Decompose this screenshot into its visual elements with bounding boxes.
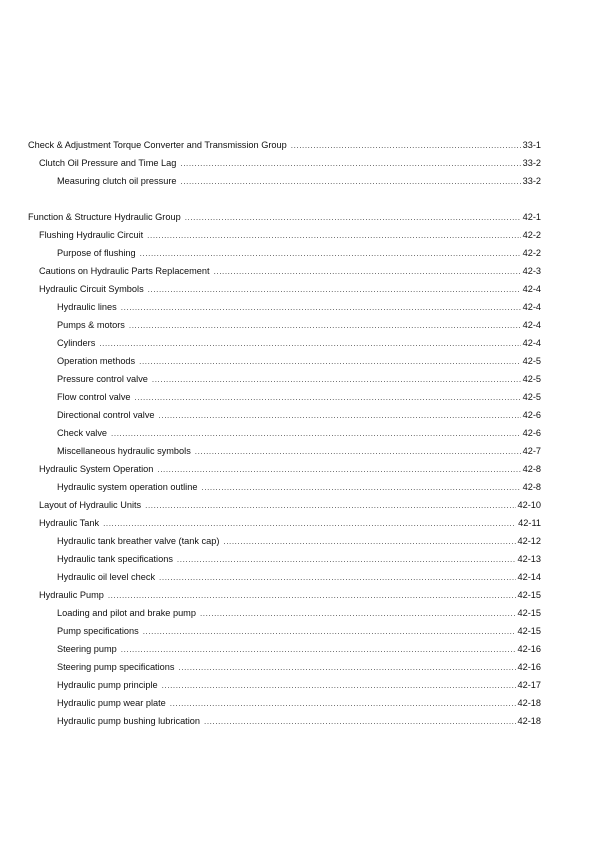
toc-entry-page-number: 42-5 — [522, 356, 541, 366]
toc-entry-page-number: 42-12 — [517, 536, 541, 546]
toc-dot-leader — [157, 463, 520, 477]
toc-entry-title: Flushing Hydraulic Circuit — [39, 230, 144, 240]
toc-entry-page-number: 42-2 — [522, 230, 541, 240]
toc-entry — [28, 138, 541, 152]
toc-dot-leader — [291, 139, 521, 153]
toc-entry — [57, 552, 541, 566]
toc-entry-page-number: 42-17 — [517, 680, 541, 690]
toc-entry-title: Operation methods — [57, 356, 136, 366]
toc-entry-title: Hydraulic lines — [57, 302, 117, 312]
toc-dot-leader — [111, 427, 521, 441]
toc-dot-leader — [204, 715, 516, 729]
toc-entry — [57, 534, 541, 548]
toc-dot-leader — [103, 517, 516, 531]
toc-entry-title: Hydraulic Pump — [39, 590, 104, 600]
toc-dot-leader — [185, 211, 521, 225]
toc-dot-leader — [145, 499, 515, 513]
toc-dot-leader — [148, 283, 521, 297]
toc-dot-leader — [180, 157, 520, 171]
toc-dot-leader — [140, 247, 521, 261]
toc-entry-title: Steering pump — [57, 644, 117, 654]
toc-entry-title: Hydraulic pump principle — [57, 680, 158, 690]
toc-entry-title: Layout of Hydraulic Units — [39, 500, 142, 510]
toc-entry — [57, 660, 541, 674]
toc-entry — [39, 588, 541, 602]
toc-entry-title: Loading and pilot and brake pump — [57, 608, 196, 618]
toc-entry-title: Hydraulic Tank — [39, 518, 100, 528]
toc-dot-leader — [108, 589, 516, 603]
toc-entry — [57, 696, 541, 710]
toc-entry — [39, 498, 541, 512]
toc-entry — [57, 336, 541, 350]
toc-entry-title: Clutch Oil Pressure and Time Lag — [39, 158, 177, 168]
toc-entry — [57, 390, 541, 404]
toc-dot-leader — [200, 607, 516, 621]
toc-entry-title: Pump specifications — [57, 626, 139, 636]
toc-entry-title: Purpose of flushing — [57, 248, 136, 258]
toc-entry-page-number: 42-2 — [522, 248, 541, 258]
toc-entry-page-number: 42-16 — [517, 644, 541, 654]
toc-entry — [39, 156, 541, 170]
toc-entry-title: Check & Adjustment Torque Converter and Transmission Group — [28, 140, 287, 150]
toc-entry-title: Pumps & motors — [57, 320, 125, 330]
toc-entry — [57, 426, 541, 440]
toc-entry-page-number: 42-16 — [517, 662, 541, 672]
toc-entry — [57, 246, 541, 260]
toc-entry-page-number: 42-15 — [517, 608, 541, 618]
toc-entry-page-number: 42-15 — [517, 626, 541, 636]
toc-entry-title: Hydraulic oil level check — [57, 572, 156, 582]
toc-dot-leader — [129, 319, 521, 333]
toc-dot-leader — [139, 355, 520, 369]
toc-entry-page-number: 42-7 — [522, 446, 541, 456]
toc-entry — [28, 210, 541, 224]
toc-entry-title: Function & Structure Hydraulic Group — [28, 212, 181, 222]
toc-entry-page-number: 42-11 — [518, 518, 541, 528]
toc-entry — [57, 408, 541, 422]
toc-entry — [39, 462, 541, 476]
toc-entry-title: Hydraulic tank specifications — [57, 554, 173, 564]
toc-entry-page-number: 42-4 — [522, 302, 541, 312]
toc-dot-leader — [99, 337, 520, 351]
toc-entry — [57, 354, 541, 368]
toc-entry — [39, 228, 541, 242]
toc-entry-title: Flow control valve — [57, 392, 131, 402]
toc-entry-page-number: 33-1 — [522, 140, 541, 150]
toc-entry-page-number: 33-2 — [522, 176, 541, 186]
toc-entry — [57, 678, 541, 692]
toc-dot-leader — [147, 229, 520, 243]
toc-entry-page-number: 42-5 — [522, 392, 541, 402]
toc-dot-leader — [177, 553, 516, 567]
toc-dot-leader — [170, 697, 516, 711]
toc-entry-page-number: 42-18 — [517, 698, 541, 708]
toc-entry — [57, 480, 541, 494]
toc-entry-page-number: 42-15 — [517, 590, 541, 600]
toc-dot-leader — [159, 571, 515, 585]
toc-entry-title: Steering pump specifications — [57, 662, 175, 672]
toc-dot-leader — [159, 409, 521, 423]
toc-dot-leader — [201, 481, 520, 495]
toc-entry-page-number: 42-4 — [522, 320, 541, 330]
toc-entry-page-number: 42-8 — [522, 464, 541, 474]
toc-entry-page-number: 42-4 — [522, 338, 541, 348]
toc-dot-leader — [178, 661, 515, 675]
toc-entry-title: Hydraulic tank breather valve (tank cap) — [57, 536, 220, 546]
toc-entry-title: Hydraulic pump wear plate — [57, 698, 166, 708]
toc-entry-title: Cautions on Hydraulic Parts Replacement — [39, 266, 210, 276]
toc-entry-page-number: 42-5 — [522, 374, 541, 384]
toc-entry-title: Hydraulic Circuit Symbols — [39, 284, 144, 294]
toc-dot-leader — [181, 175, 521, 189]
toc-entry-page-number: 42-3 — [522, 266, 541, 276]
toc-entry-page-number: 42-1 — [522, 212, 541, 222]
toc-entry — [57, 624, 541, 638]
toc-entry-page-number: 42-10 — [517, 500, 541, 510]
toc-entry-title: Hydraulic system operation outline — [57, 482, 198, 492]
toc-entry-page-number: 33-2 — [522, 158, 541, 168]
toc-entry-title: Hydraulic System Operation — [39, 464, 154, 474]
toc-entry-page-number: 42-4 — [522, 284, 541, 294]
toc-entry — [57, 606, 541, 620]
toc-entry-title: Cylinders — [57, 338, 96, 348]
toc-entry-page-number: 42-6 — [522, 410, 541, 420]
toc-entry-title: Check valve — [57, 428, 108, 438]
toc-entry — [57, 174, 541, 188]
toc-entry-title: Directional control valve — [57, 410, 155, 420]
toc-entry-page-number: 42-6 — [522, 428, 541, 438]
toc-dot-leader — [152, 373, 521, 387]
toc-entry-page-number: 42-13 — [517, 554, 541, 564]
toc-entry-title: Pressure control valve — [57, 374, 148, 384]
toc-entry — [57, 372, 541, 386]
toc-dot-leader — [162, 679, 516, 693]
toc-entry — [39, 282, 541, 296]
toc-entry-title: Measuring clutch oil pressure — [57, 176, 177, 186]
toc-dot-leader — [214, 265, 521, 279]
toc-entry — [57, 444, 541, 458]
toc-dot-leader — [143, 625, 516, 639]
toc-entry-title: Hydraulic pump bushing lubrication — [57, 716, 200, 726]
toc-dot-leader — [121, 301, 521, 315]
toc-dot-leader — [121, 643, 516, 657]
toc-entry — [39, 264, 541, 278]
toc-dot-leader — [223, 535, 515, 549]
toc-entry — [57, 570, 541, 584]
toc-dot-leader — [195, 445, 521, 459]
toc-entry — [39, 516, 541, 530]
toc-dot-leader — [135, 391, 521, 405]
toc-entry-page-number: 42-8 — [522, 482, 541, 492]
toc-entry — [57, 714, 541, 728]
toc-entry — [57, 300, 541, 314]
toc-entry — [57, 642, 541, 656]
toc-entry — [57, 318, 541, 332]
toc-entry-title: Miscellaneous hydraulic symbols — [57, 446, 191, 456]
toc-entry-page-number: 42-18 — [517, 716, 541, 726]
toc-entry-page-number: 42-14 — [517, 572, 541, 582]
